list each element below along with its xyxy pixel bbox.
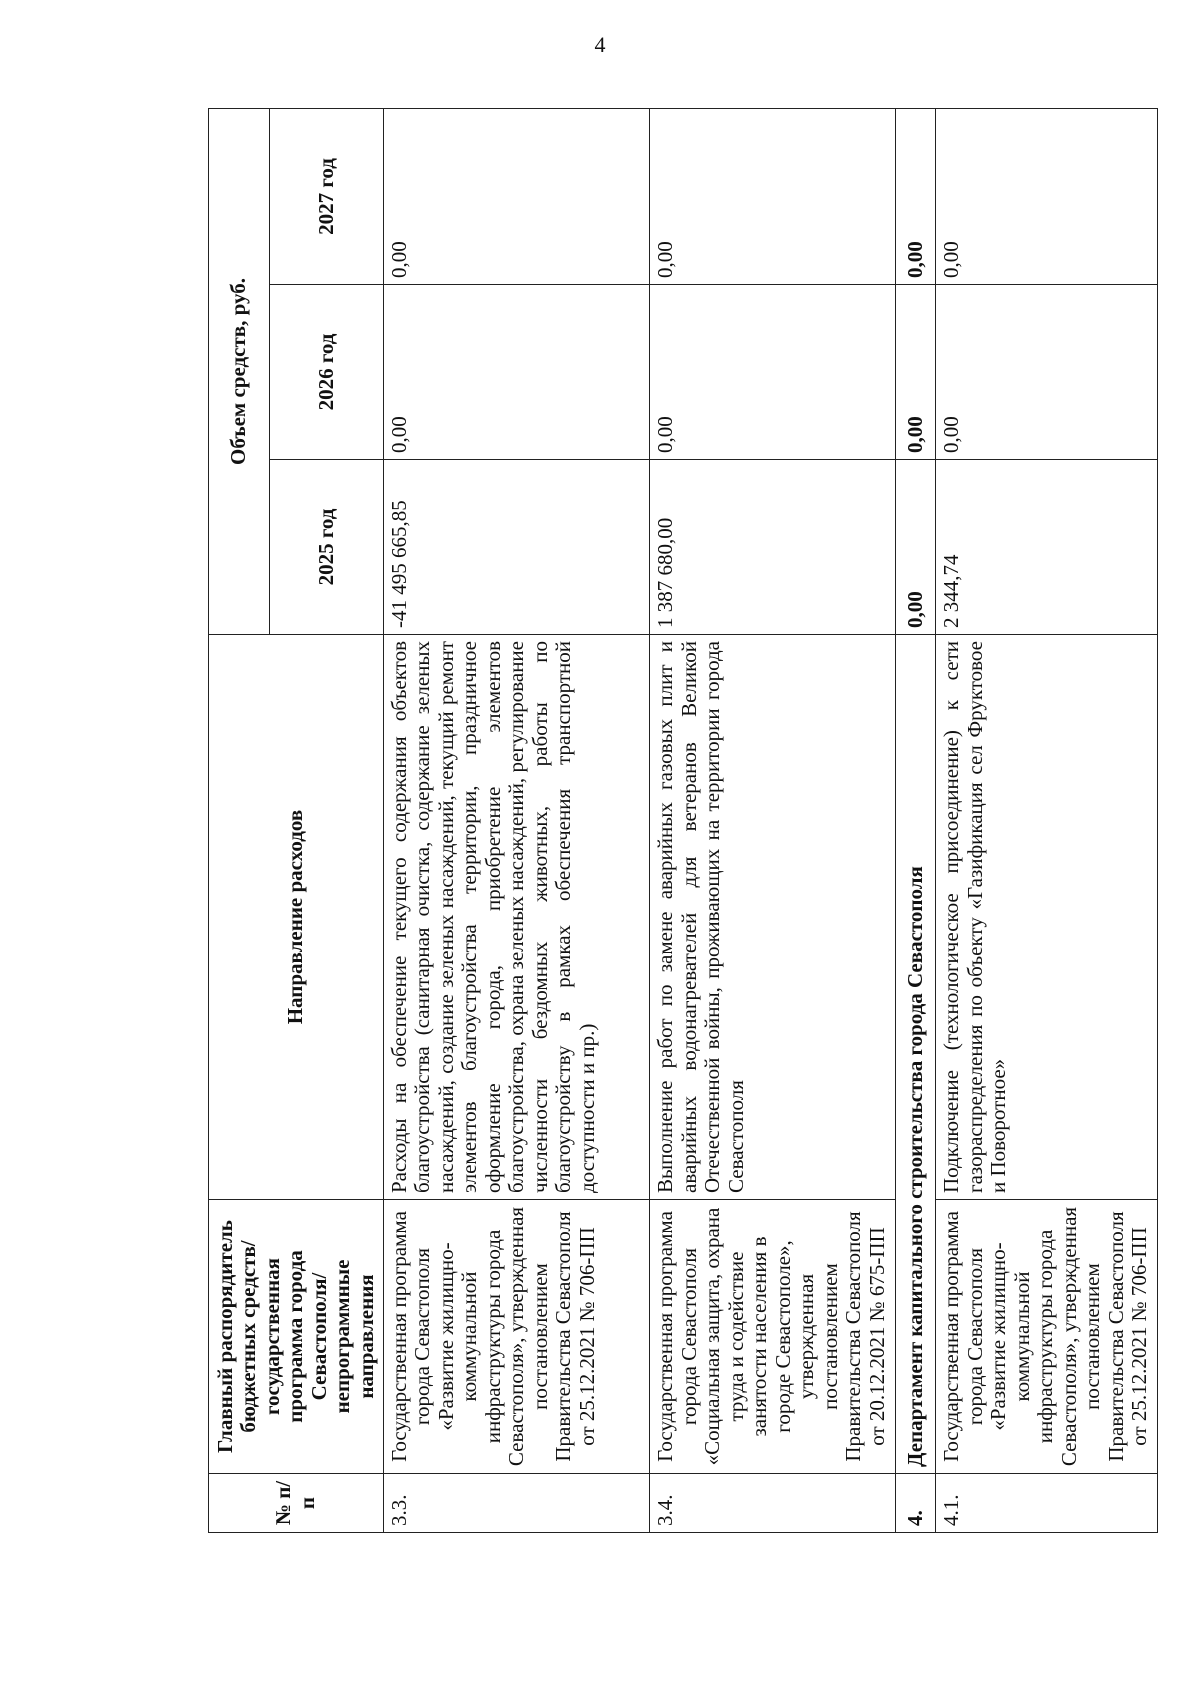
header-year-2027: 2027 год: [270, 108, 383, 284]
budget-table: [208, 108, 1158, 1533]
header-year-2025: 2025 год: [270, 460, 383, 635]
row-program: Государственная программа города Севастополя «Социальная защита, охрана труда и содействие занятости населения в городе Севастополе», утвержденная постановлением Правительства Севастополя от 20.12.2021 № 675-ПП: [650, 1200, 896, 1474]
section-num: 4.: [895, 1474, 935, 1533]
page-number: 4: [594, 32, 606, 57]
row-num: 3.4.: [650, 1474, 896, 1533]
row-program: Государственная программа города Севастополя «Развитие жилищно-коммунальной инфраструктуры города Севастополя», утвержденная постановлением Правительства Севастополя от 25.12.2021 № 706-ПП: [383, 1200, 650, 1474]
row-program: Государственная программа города Севастополя «Развитие жилищно-коммунальной инфраструктуры города Севастополя», утвержденная постановлением Правительства Севастополя от 25.12.2021 № 706-ПП: [936, 1200, 1158, 1474]
header-program: Главный распорядитель бюджетных средств/государственная программа города Севастополя/непрограммные направления: [209, 1200, 384, 1474]
row-direction: Выполнение работ по замене аварийных газовых плит и аварийных водонагревателей для ветеранов Великой Отечественной войны, проживающих на территории города Севастополя: [650, 635, 896, 1200]
section-value-2026: 0,00: [895, 285, 935, 460]
row-value-2026: 0,00: [936, 285, 1158, 460]
row-direction: Расходы на обеспечение текущего содержания объектов благоустройства (санитарная очистка, содержание зеленых насаждений, создание зеленых насаждений, текущий ремонт элементов благоустройства территории, праздничное оформление города, приобретение элементов благоустройства, охрана зеленых насаждений, регулирование численности бездомных животных, работы по благоустройству в рамках обеспечения транспортной доступности и пр.): [383, 635, 650, 1200]
row-value-2026: 0,00: [383, 285, 650, 460]
table-row: [936, 108, 1158, 1532]
row-direction: Подключение (технологическое присоединение) к сети газораспределения по объекту «Газификация сел Фруктовое и Поворотное»: [936, 635, 1158, 1200]
row-num: 3.3.: [383, 1474, 650, 1533]
header-direction: Направление расходов: [209, 635, 384, 1200]
header-funds: Объем средств, руб.: [209, 108, 270, 634]
section-value-2025: 0,00: [895, 460, 935, 635]
row-value-2025: 2 344,74: [936, 460, 1158, 635]
row-value-2027: 0,00: [383, 108, 650, 284]
row-value-2025: -41 495 665,85: [383, 460, 650, 635]
header-num: № п/п: [209, 1474, 384, 1533]
row-value-2027: 0,00: [936, 108, 1158, 284]
section-row: [895, 108, 935, 1532]
row-value-2027: 0,00: [650, 108, 896, 284]
header-row: [209, 108, 270, 1532]
row-num: 4.1.: [936, 1474, 1158, 1533]
rotated-table-container: [208, 108, 1158, 1533]
table-row: [650, 108, 896, 1532]
row-value-2026: 0,00: [650, 285, 896, 460]
header-year-2026: 2026 год: [270, 285, 383, 460]
table-row: [383, 108, 650, 1532]
section-value-2027: 0,00: [895, 108, 935, 284]
section-title: Департамент капитального строительства города Севастополя: [895, 635, 935, 1474]
row-value-2025: 1 387 680,00: [650, 460, 896, 635]
